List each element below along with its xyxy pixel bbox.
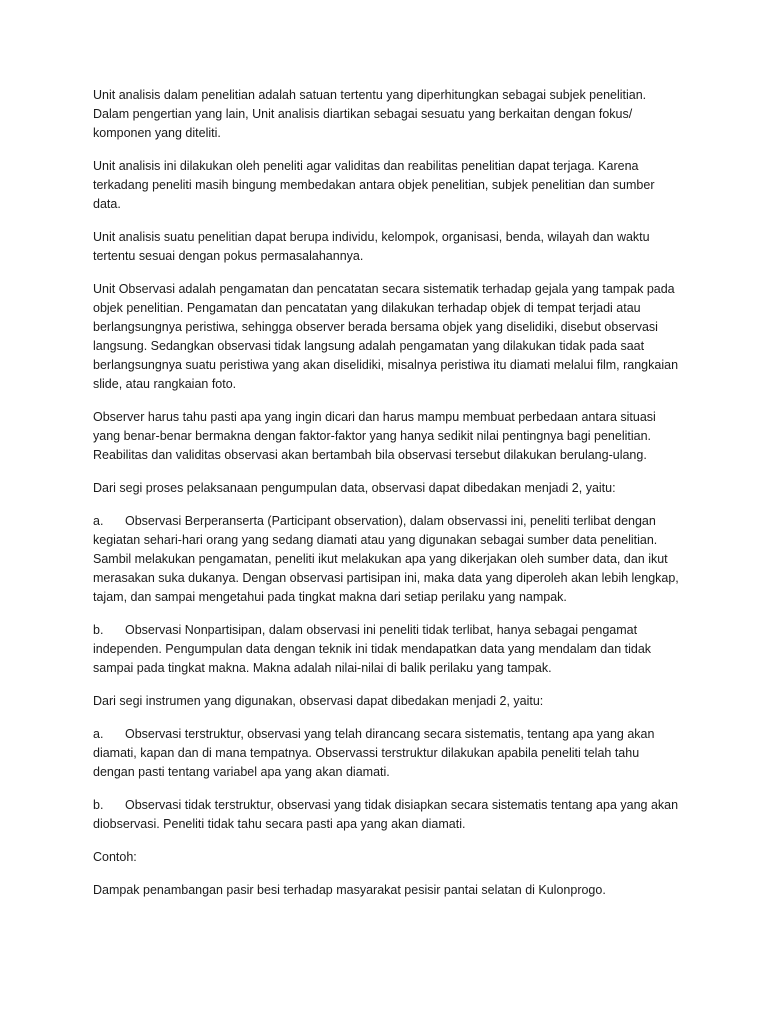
paragraph: Unit Observasi adalah pengamatan dan pencatatan secara sistematik terhadap gejala yang tampak pada objek penelitian. Pengamatan dan pencatatan yang dilakukan terhadap objek di tempat terjadi atau berlangsungnya peristiwa, sehingga observer berada bersama objek yang diselidiki, disebut observasi langsung. Sedangkan observasi tidak langsung adalah pengamatan yang dilakukan tidak pada saat berlangsungnya suatu peristiwa yang akan diselidiki, misalnya peristiwa itu diamati melalui film, rangkaian slide, atau rangkaian foto. xyxy=(93,282,679,391)
paragraph: Dari segi proses pelaksanaan pengumpulan data, observasi dapat dibedakan menjadi 2, yaitu: xyxy=(93,481,616,495)
list-item-text: Observasi terstruktur, observasi yang telah dirancang secara sistematis, tentang apa yang akan diamati, kapan dan di mana tempatnya. Observassi terstruktur dilakukan apabila peneliti telah tahu dengan pasti tentang variabel apa yang akan diamati. xyxy=(93,727,655,779)
paragraph: Unit analisis ini dilakukan oleh peneliti agar validitas dan reabilitas penelitian dapat terjaga. Karena terkadang peneliti masih bingung membedakan antara objek penelitian, subjek penelitian dan sumber data. xyxy=(93,159,655,211)
paragraph: Unit analisis dalam penelitian adalah satuan tertentu yang diperhitungkan sebagai subjek penelitian. Dalam pengertian yang lain, Unit analisis diartikan sebagai sesuatu yang berkaitan dengan fokus/ komponen yang diteliti. xyxy=(93,88,647,140)
list-item xyxy=(93,621,683,678)
document-body xyxy=(93,86,683,914)
list-marker: b. xyxy=(93,623,104,637)
list-marker: a. xyxy=(93,514,104,528)
paragraph: Observer harus tahu pasti apa yang ingin dicari dan harus mampu membuat perbedaan antara situasi yang benar-benar bermakna dengan faktor-faktor yang hanya sedikit nilai pentingnya bagi penelitian. Reabilitas dan validitas observasi akan bertambah bila observasi tersebut dilakukan berulang-ulang. xyxy=(93,410,656,462)
example-text: Dampak penambangan pasir besi terhadap masyarakat pesisir pantai selatan di Kulonprogo. xyxy=(93,883,606,897)
list-item xyxy=(93,796,683,834)
list-item xyxy=(93,512,683,607)
list-item-text: Observasi Nonpartisipan, dalam observasi ini peneliti tidak terlibat, hanya sebagai pengamat independen. Pengumpulan data dengan teknik ini tidak mendapatkan data yang mendalam dan tidak sampai pada tingkat makna. Makna adalah nilai-nilai di balik perilaku yang tampak. xyxy=(93,623,652,675)
list-item-text: Observasi tidak terstruktur, observasi yang tidak disiapkan secara sistematis tentang apa yang akan diobservasi. Peneliti tidak tahu secara pasti apa yang akan diamati. xyxy=(93,798,679,831)
paragraph: Unit analisis suatu penelitian dapat berupa individu, kelompok, organisasi, benda, wilayah dan waktu tertentu sesuai dengan pokus permasalahannya. xyxy=(93,230,650,263)
list-item xyxy=(93,725,683,782)
list-marker: b. xyxy=(93,798,104,812)
list-item-text: Observasi Berperanserta (Participant observation), dalam observassi ini, peneliti terlibat dengan kegiatan sehari-hari orang yang sedang diamati atau yang digunakan sebagai sumber data penelitian. Sambil melakukan pengamatan, peneliti ikut melakukan apa yang dikerjakan oleh sumber data, dan ikut merasakan suka dukanya. Dengan observasi partisipan ini, maka data yang diperoleh akan lebih lengkap, tajam, dan sampai mengetahui pada tingkat makna dari setiap perilaku yang nampak. xyxy=(93,514,679,604)
paragraph: Dari segi instrumen yang digunakan, observasi dapat dibedakan menjadi 2, yaitu: xyxy=(93,694,544,708)
list-marker: a. xyxy=(93,727,104,741)
example-label: Contoh: xyxy=(93,850,137,864)
